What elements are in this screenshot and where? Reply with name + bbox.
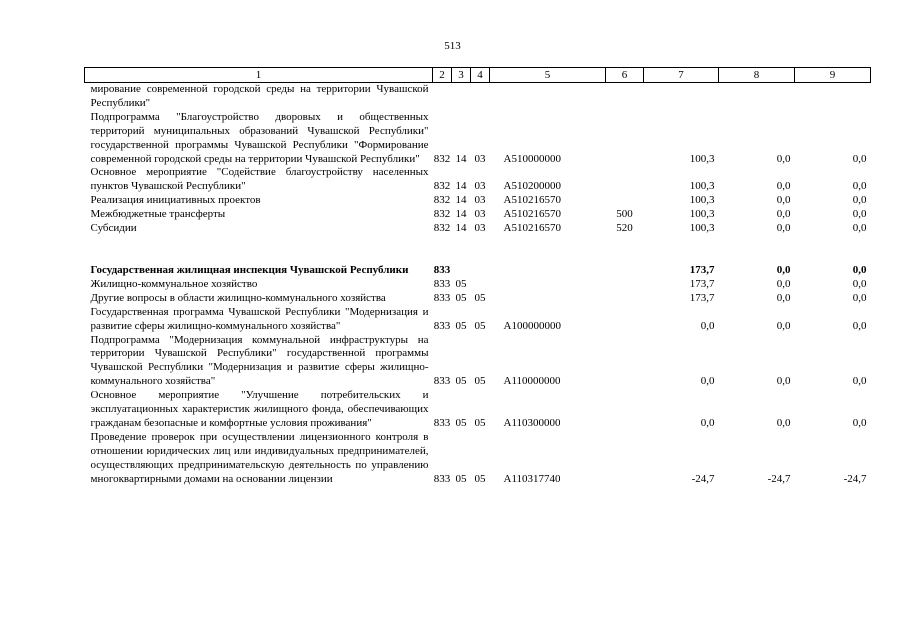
ministry-code: 833 — [433, 375, 451, 388]
subsection-code: 05 — [474, 416, 486, 429]
amount-col9: 0,0 — [852, 277, 867, 290]
target-article-code — [490, 278, 606, 292]
ministry-code: 832 — [433, 152, 451, 165]
expense-type-code — [606, 292, 644, 306]
line-item-name: Основное мероприятие "Содействие благоустройству населенных пунктов Чувашской Республики" — [90, 166, 429, 193]
amount-col9: 0,0 — [852, 416, 867, 429]
table-row — [85, 306, 871, 334]
section-code — [452, 83, 471, 111]
amount-col8: 0,0 — [776, 194, 791, 207]
expense-type-code: 500 — [616, 208, 633, 221]
line-item-name: Другие вопросы в области жилищно-коммунального хозяйства — [90, 291, 386, 304]
target-article-code: А110300000 — [503, 416, 561, 429]
amount-col7: 100,3 — [689, 152, 715, 165]
amount-col7: 100,3 — [689, 194, 715, 207]
expense-type-code: 520 — [616, 222, 633, 235]
ministry-code: 833 — [433, 291, 451, 304]
column-header-2: 2 — [433, 68, 452, 83]
section-code — [452, 264, 471, 278]
section-code: 14 — [455, 222, 467, 235]
expense-type-code — [606, 83, 644, 111]
line-item-name: Основное мероприятие "Улучшение потребительских и эксплуатационных характеристик жилищного фонда, обеспечивающих гражданам безопасные и комфортные условия проживания" — [90, 389, 429, 429]
table-row — [85, 431, 871, 487]
table-row — [85, 278, 871, 292]
column-header-6: 6 — [606, 68, 644, 83]
expense-type-code — [606, 334, 644, 390]
ministry-code: 832 — [433, 180, 451, 193]
amount-col7: 100,3 — [689, 208, 715, 221]
spacer-row — [85, 236, 871, 264]
budget-table — [84, 67, 871, 486]
section-code: 05 — [455, 375, 467, 388]
target-article-code: А110317740 — [503, 472, 561, 485]
amount-col7: 173,7 — [689, 277, 715, 290]
amount-col7: 100,3 — [689, 180, 715, 193]
subsection-code: 05 — [474, 375, 486, 388]
target-article-code — [490, 264, 606, 278]
amount-col9: 0,0 — [852, 180, 867, 193]
ministry-code — [433, 83, 452, 111]
line-item-name: Жилищно-коммунальное хозяйство — [90, 277, 258, 290]
column-header-7: 7 — [644, 68, 719, 83]
section-code: 14 — [455, 152, 467, 165]
target-article-code: А510216570 — [503, 208, 561, 221]
line-item-name: Подпрограмма "Модернизация коммунальной инфраструктуры на территории Чувашской Республики" государственной программы Чувашской Республики "Модернизация и развитие сферы жилищно-коммунального хозяйства" — [90, 333, 429, 388]
subsection-code: 05 — [474, 291, 486, 304]
column-header-8: 8 — [719, 68, 795, 83]
table-row — [85, 222, 871, 236]
target-article-code: А110000000 — [503, 375, 561, 388]
amount-col9: 0,0 — [852, 319, 867, 332]
column-header-9: 9 — [795, 68, 871, 83]
table-header-row — [85, 68, 871, 83]
amount-col7 — [644, 83, 719, 111]
amount-col7: 0,0 — [700, 375, 715, 388]
table-body — [85, 83, 871, 487]
table-row — [85, 111, 871, 167]
amount-col8: 0,0 — [776, 208, 791, 221]
line-item-name: Подпрограмма "Благоустройство дворовых и общественных территорий муниципальных образований Чувашской Республики" государственной программы Чувашской Республики "Формирование современной городской среды на территории Чувашской Республики" — [90, 110, 429, 165]
expense-type-code — [606, 389, 644, 431]
table-row — [85, 194, 871, 208]
amount-col7: 100,3 — [689, 222, 715, 235]
target-article-code: А510216570 — [503, 222, 561, 235]
table-row — [85, 292, 871, 306]
target-article-code: А510200000 — [503, 180, 561, 193]
line-item-name: мирование современной городской среды на территории Чувашской Республики" — [90, 83, 429, 109]
column-header-1: 1 — [85, 68, 433, 83]
table-row — [85, 166, 871, 194]
amount-col9: 0,0 — [852, 194, 867, 207]
ministry-code: 833 — [433, 416, 451, 429]
target-article-code: А100000000 — [503, 319, 561, 332]
amount-col7: 0,0 — [700, 416, 715, 429]
amount-col8: 0,0 — [776, 375, 791, 388]
table-row — [85, 264, 871, 278]
amount-col7: 173,7 — [689, 291, 715, 304]
amount-col8: 0,0 — [776, 319, 791, 332]
amount-col9: 0,0 — [852, 291, 867, 304]
amount-col8: 0,0 — [776, 277, 791, 290]
section-code: 05 — [455, 416, 467, 429]
amount-col9: 0,0 — [852, 263, 867, 276]
ministry-code: 832 — [433, 194, 451, 207]
target-article-code — [490, 292, 606, 306]
amount-col9: -24,7 — [843, 472, 867, 485]
table-row — [85, 389, 871, 431]
expense-type-code — [606, 111, 644, 167]
section-code: 05 — [455, 277, 467, 290]
line-item-name: Проведение проверок при осуществлении лицензионного контроля в отношении юридических лиц или индивидуальных предпринимателей, осуществляющих предпринимательскую деятельность по управлению многоквартирными домами на основании лицензии — [90, 430, 429, 485]
line-item-name: Государственная программа Чувашской Республики "Модернизация и развитие сферы жилищно-коммунального хозяйства" — [90, 305, 429, 332]
line-item-name: Реализация инициативных проектов — [90, 194, 261, 207]
amount-col7: 0,0 — [700, 319, 715, 332]
table-row — [85, 208, 871, 222]
subsection-code — [471, 278, 490, 292]
subsection-code — [471, 83, 490, 111]
target-article-code: А510000000 — [503, 152, 561, 165]
target-article-code — [490, 83, 606, 111]
subsection-code: 03 — [474, 208, 486, 221]
target-article-code: А510216570 — [503, 194, 561, 207]
section-code: 14 — [455, 180, 467, 193]
section-code: 05 — [455, 472, 467, 485]
amount-col8: 0,0 — [776, 222, 791, 235]
expense-type-code — [606, 264, 644, 278]
amount-col8: -24,7 — [767, 472, 791, 485]
ministry-code: 833 — [433, 277, 451, 290]
amount-col9: 0,0 — [852, 375, 867, 388]
ministry-code: 833 — [433, 472, 451, 485]
amount-col8: 0,0 — [776, 180, 791, 193]
line-item-name: Субсидии — [90, 222, 137, 235]
amount-col7: -24,7 — [691, 472, 715, 485]
expense-type-code — [606, 306, 644, 334]
column-header-4: 4 — [471, 68, 490, 83]
expense-type-code — [606, 278, 644, 292]
ministry-code: 833 — [433, 319, 451, 332]
amount-col9 — [795, 83, 871, 111]
amount-col9: 0,0 — [852, 152, 867, 165]
amount-col8: 0,0 — [776, 152, 791, 165]
subsection-code: 03 — [474, 152, 486, 165]
subsection-code: 05 — [474, 319, 486, 332]
subsection-code: 03 — [474, 180, 486, 193]
table-row — [85, 83, 871, 111]
amount-col9: 0,0 — [852, 208, 867, 221]
expense-type-code — [606, 431, 644, 487]
column-header-5: 5 — [490, 68, 606, 83]
table-row — [85, 334, 871, 390]
amount-col8: 0,0 — [776, 263, 791, 276]
ministry-code: 832 — [433, 208, 451, 221]
amount-col8: 0,0 — [776, 416, 791, 429]
expense-type-code — [606, 194, 644, 208]
subsection-code: 03 — [474, 222, 486, 235]
ministry-code: 832 — [433, 222, 451, 235]
line-item-name: Государственная жилищная инспекция Чувашской Республики — [90, 263, 409, 276]
section-code: 05 — [455, 291, 467, 304]
section-code: 05 — [455, 319, 467, 332]
ministry-code: 833 — [433, 263, 451, 276]
line-item-name: Межбюджетные трансферты — [90, 208, 226, 221]
expense-type-code — [606, 166, 644, 194]
page-number: 513 — [444, 40, 461, 52]
amount-col9: 0,0 — [852, 222, 867, 235]
amount-col8 — [719, 83, 795, 111]
subsection-code: 05 — [474, 472, 486, 485]
amount-col7: 173,7 — [689, 263, 715, 276]
amount-col8: 0,0 — [776, 291, 791, 304]
subsection-code — [471, 264, 490, 278]
section-code: 14 — [455, 194, 467, 207]
section-code: 14 — [455, 208, 467, 221]
subsection-code: 03 — [474, 194, 486, 207]
column-header-3: 3 — [452, 68, 471, 83]
